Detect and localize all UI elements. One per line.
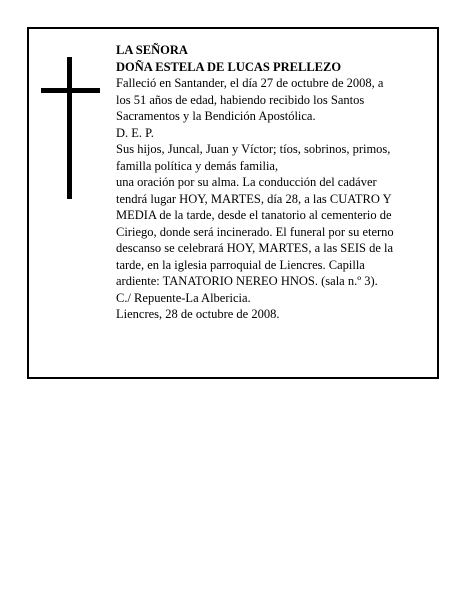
body-line-14: C./ Repuente-La Albericia. (116, 290, 251, 305)
body-line-4: D. E. P. (116, 125, 154, 140)
body-line-7: una oración por su alma. La conducción del cadáver (116, 175, 377, 189)
body-line-15: Liencres, 28 de octubre de 2008. (116, 307, 280, 321)
body-line-6: familla política y demás familia, (116, 158, 279, 173)
cross-vertical-bar (67, 57, 72, 199)
body-line-10: Ciriego, donde será incinerado. El funeral por su eterno (116, 224, 394, 239)
body-line-12: tarde, en la iglesia parroquial de Liencres. Capilla (116, 257, 365, 272)
body-line-11: descanso se celebrará HOY, MARTES, a las SEIS de la (116, 241, 394, 255)
heading-line-1: LA SEÑORA (116, 43, 188, 57)
body-line-2: los 51 años de edad, habiendo recibido los Santos (116, 92, 365, 107)
cross-horizontal-bar (41, 88, 100, 93)
body-line-3: Sacramentos y la Bendición Apostólica. (116, 109, 316, 123)
notice-text (116, 42, 434, 323)
cross-icon (41, 57, 97, 199)
body-line-5: Sus hijos, Juncal, Juan y Víctor; tíos, sobrinos, primos, (116, 142, 391, 156)
body-line-1: Falleció en Santander, el día 27 de octubre de 2008, a (116, 76, 384, 90)
body-line-8: tendrá lugar HOY, MARTES, día 28, a las CUATRO Y (116, 191, 392, 206)
body-line-13: ardiente: TANATORIO NEREO HNOS. (sala n.º 3). (116, 274, 378, 288)
deceased-name: DOÑA ESTELA DE LUCAS PRELLEZO (116, 59, 342, 74)
obituary-notice (27, 27, 439, 379)
body-line-9: MEDIA de la tarde, desde el tanatorio al cementerio de (116, 208, 392, 222)
